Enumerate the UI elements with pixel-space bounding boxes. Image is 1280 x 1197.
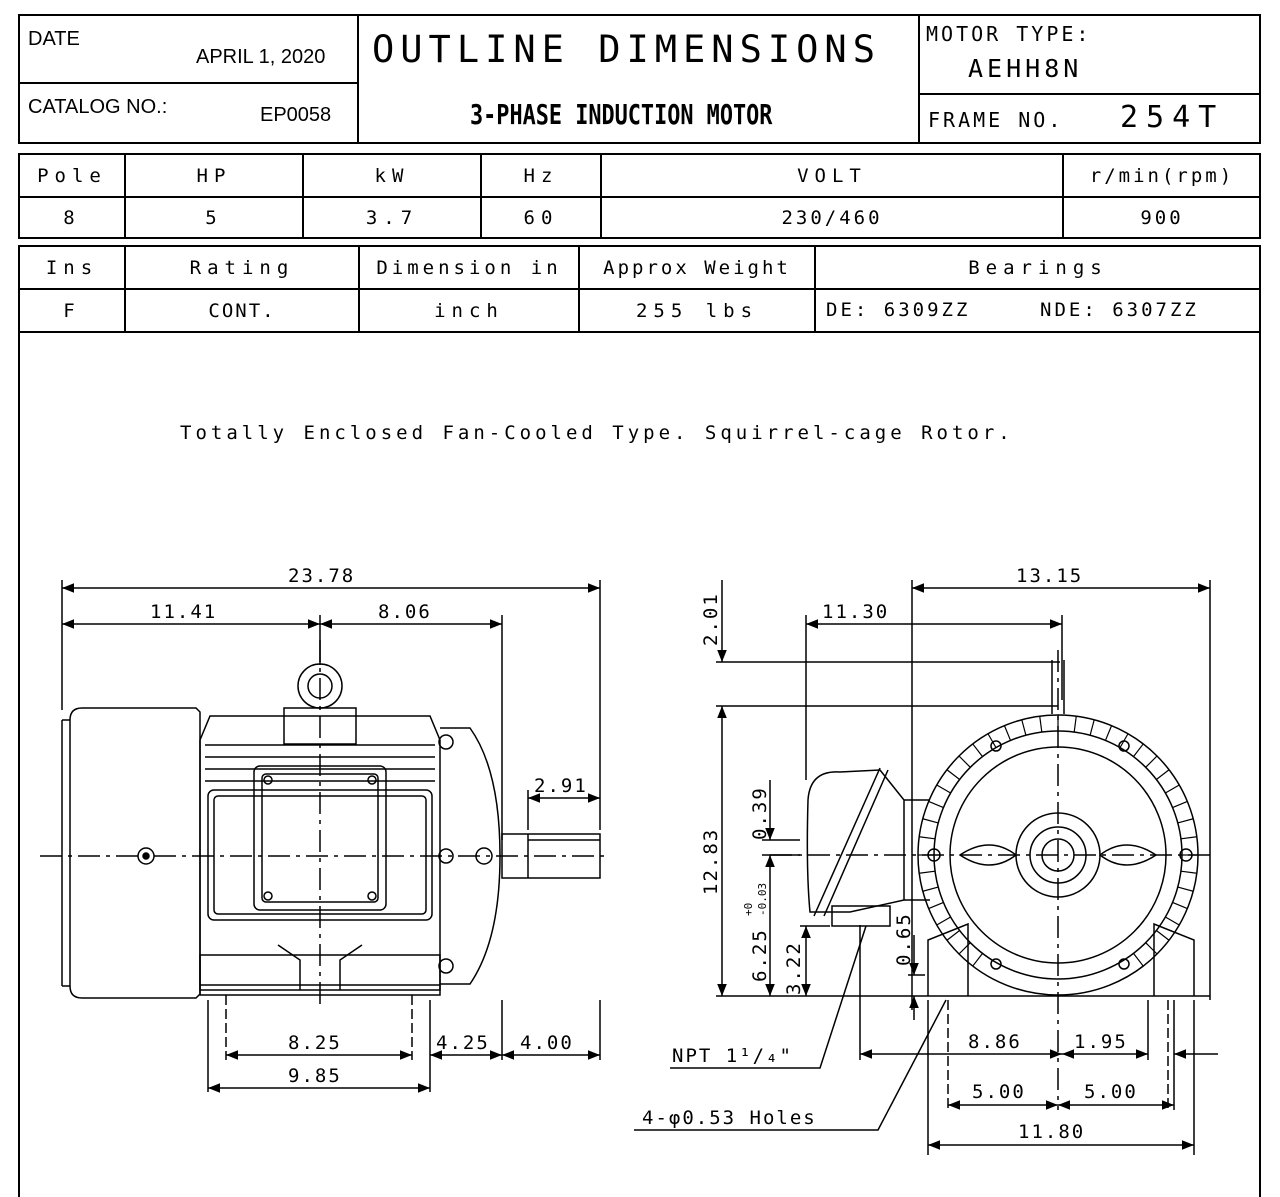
dim-shaft: 2.91 bbox=[534, 775, 588, 797]
motor-type-value: AEHH8N bbox=[968, 54, 1083, 83]
frame-value: 254T bbox=[1120, 100, 1225, 135]
pole-value: 8 bbox=[63, 206, 81, 229]
cooling-fin bbox=[1178, 819, 1193, 823]
kw-value: 3.7 bbox=[365, 206, 419, 229]
cooling-fin bbox=[1165, 917, 1179, 925]
npt-label: NPT 1¹/₄" bbox=[672, 1045, 793, 1067]
dim-tolerance-plus: +0 bbox=[742, 902, 755, 916]
cooling-fin bbox=[1165, 785, 1179, 793]
dim-bc: 4.25 bbox=[436, 1032, 490, 1054]
dim-a: 8.86 bbox=[968, 1031, 1022, 1053]
dim-middle: 8.06 bbox=[378, 601, 432, 623]
dim-base: 11.80 bbox=[1018, 1121, 1086, 1143]
dim-shaft-height: 6.25 bbox=[749, 928, 771, 982]
cooling-fin bbox=[929, 902, 944, 908]
cooling-fin bbox=[1004, 726, 1010, 741]
cooling-fin bbox=[959, 756, 970, 767]
cooling-fin bbox=[973, 744, 983, 757]
weight-value: 255 lbs bbox=[635, 299, 759, 322]
catalog-label: CATALOG NO.: bbox=[28, 96, 168, 118]
cooling-fin bbox=[937, 785, 951, 793]
col-rating-header: Rating bbox=[189, 256, 295, 279]
rpm-value: 900 bbox=[1140, 206, 1184, 229]
dim-box-offset: 11.30 bbox=[822, 601, 890, 623]
dim-key: 0.39 bbox=[749, 786, 771, 840]
cooling-fin bbox=[929, 801, 944, 807]
cooling-fin bbox=[923, 887, 938, 891]
motor-description: Totally Enclosed Fan-Cooled Type. Squirrel-cage Rotor. bbox=[180, 422, 1014, 444]
cooling-fin bbox=[923, 819, 938, 823]
bearing-de: DE: 6309ZZ bbox=[826, 299, 971, 321]
cooling-fin bbox=[1146, 756, 1157, 767]
col-hz-header: Hz bbox=[523, 164, 559, 187]
holes-label: 4-φ0.53 Holes bbox=[642, 1107, 817, 1129]
dim-b: 1.95 bbox=[1074, 1031, 1128, 1053]
catalog-value: EP0058 bbox=[260, 104, 332, 126]
ins-value: F bbox=[63, 299, 81, 322]
cooling-fin bbox=[1156, 930, 1169, 940]
cooling-fin bbox=[1040, 716, 1042, 732]
hz-value: 60 bbox=[523, 206, 559, 229]
cooling-fin bbox=[919, 837, 935, 839]
date-label: DATE bbox=[28, 28, 80, 50]
bearing-nde: NDE: 6307ZZ bbox=[1040, 299, 1199, 321]
dim-overall: 23.78 bbox=[288, 565, 356, 587]
col-pole-header: Pole bbox=[37, 164, 107, 187]
cooling-fin bbox=[1173, 902, 1188, 908]
col-weight-header: Approx Weight bbox=[603, 256, 791, 279]
cooling-fin bbox=[1074, 716, 1076, 732]
date-value: APRIL 1, 2020 bbox=[196, 46, 326, 68]
dim-c1: 5.00 bbox=[972, 1081, 1026, 1103]
col-rpm-header: r/min(rpm) bbox=[1089, 164, 1235, 187]
cooling-fin bbox=[1090, 720, 1094, 735]
dim-width-total: 13.15 bbox=[1016, 565, 1084, 587]
cooling-fin bbox=[1156, 770, 1169, 780]
dim-shaft-len: 4.00 bbox=[520, 1032, 574, 1054]
cooling-fin bbox=[1133, 744, 1143, 757]
col-volt-header: VOLT bbox=[797, 164, 867, 187]
cooling-fin bbox=[937, 917, 951, 925]
dim-top: 2.01 bbox=[700, 592, 722, 646]
cooling-fin bbox=[1178, 887, 1193, 891]
dim-conduit-height: 3.22 bbox=[783, 941, 805, 995]
dim-height: 12.83 bbox=[700, 827, 722, 895]
col-dimension-header: Dimension in bbox=[376, 256, 562, 279]
cooling-fin bbox=[1105, 726, 1111, 741]
dimension-value: inch bbox=[434, 299, 504, 322]
col-kw-header: kW bbox=[374, 164, 410, 187]
dim-foot-inner: 8.25 bbox=[288, 1032, 342, 1054]
col-bearings-header: Bearings bbox=[968, 256, 1108, 279]
frame-label: FRAME NO. bbox=[928, 108, 1064, 132]
cooling-fin bbox=[1133, 953, 1143, 966]
cooling-fin bbox=[1181, 837, 1197, 839]
dim-tolerance-minus: -0.03 bbox=[756, 882, 769, 916]
col-ins-header: Ins bbox=[45, 256, 99, 279]
hp-value: 5 bbox=[205, 206, 223, 229]
page-subtitle: 3-PHASE INDUCTION MOTOR bbox=[470, 98, 773, 131]
cooling-fin bbox=[1181, 871, 1197, 873]
dim-foot-outer: 9.85 bbox=[288, 1065, 342, 1087]
cooling-fin bbox=[1022, 720, 1026, 735]
cooling-fin bbox=[1173, 801, 1188, 807]
dim-left: 11.41 bbox=[150, 601, 218, 623]
dim-c2: 5.00 bbox=[1084, 1081, 1138, 1103]
col-hp-header: HP bbox=[196, 164, 232, 187]
rating-value: CONT. bbox=[208, 299, 276, 322]
cooling-fin bbox=[919, 871, 935, 873]
page-title: OUTLINE DIMENSIONS bbox=[372, 28, 881, 71]
volt-value: 230/460 bbox=[781, 206, 883, 229]
dim-foot-thick: 0.65 bbox=[893, 912, 915, 966]
motor-type-label: MOTOR TYPE: bbox=[926, 22, 1092, 46]
cooling-fin bbox=[947, 770, 960, 780]
cooling-fin bbox=[973, 953, 983, 966]
cooling-fin bbox=[1146, 943, 1157, 954]
